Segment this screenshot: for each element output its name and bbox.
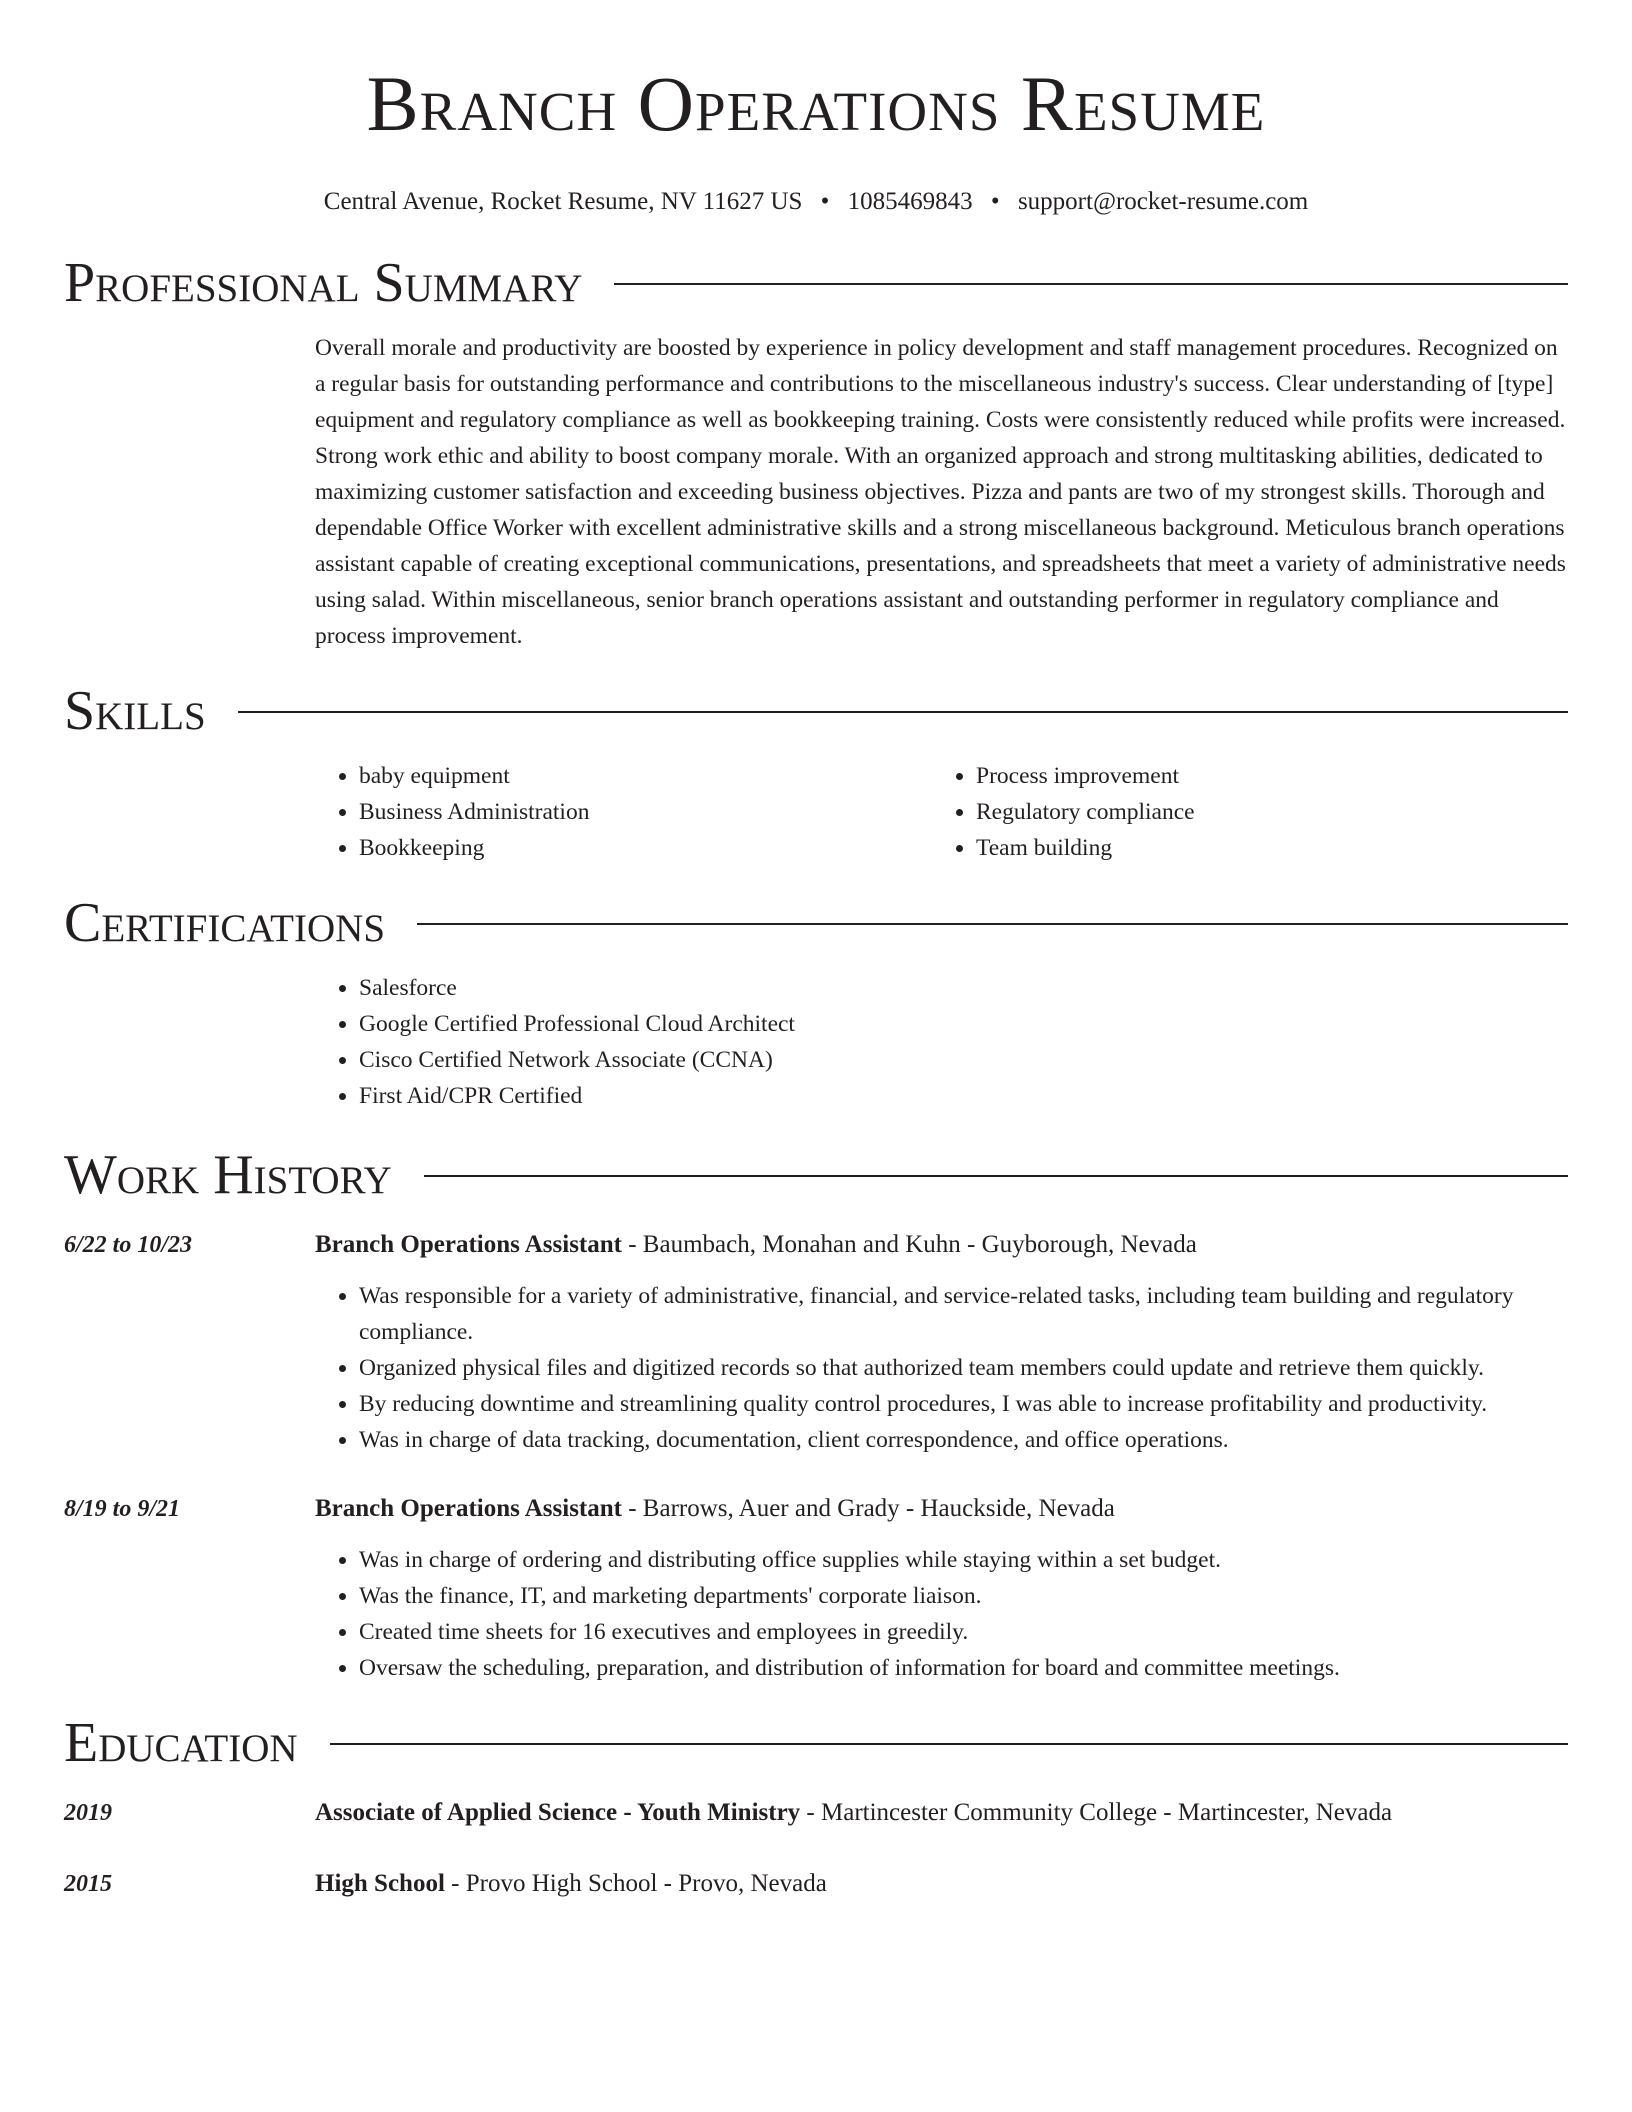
skill-item: • Regulatory compliance <box>976 794 1549 830</box>
work-history-section <box>64 1140 1568 1686</box>
job-position: Branch Operations Assistant <box>315 1231 622 1258</box>
work-history-header <box>64 1140 1568 1210</box>
job-dates: 8/19 to 9/21 <box>64 1496 181 1522</box>
job-bullets <box>315 1278 1568 1458</box>
skills-column-right <box>932 758 1549 866</box>
job-entry <box>64 1228 1568 1458</box>
section-divider <box>424 1175 1568 1177</box>
job-bullet-list <box>315 1278 1568 1458</box>
certifications-title: Certifications <box>64 892 386 954</box>
education-school: - Martincester Community College - Martincester, Nevada <box>800 1799 1393 1826</box>
contact-line <box>64 186 1568 218</box>
skill-item: • Bookkeeping <box>359 830 932 866</box>
skills-column-left <box>315 758 932 866</box>
job-bullet: • Was responsible for a variety of administrative, financial, and service-related tasks, including team building and regulatory compliance. <box>359 1278 1568 1350</box>
contact-email: support@rocket-resume.com <box>1017 188 1309 215</box>
job-bullet: • Created time sheets for 16 executives and employees in greedily. <box>359 1614 1568 1650</box>
education-section <box>64 1708 1568 1901</box>
skill-item: • Process improvement <box>976 758 1549 794</box>
job-header <box>64 1228 1568 1262</box>
certification-item: • Google Certified Professional Cloud Architect <box>359 1006 1568 1042</box>
job-bullet: • Was the finance, IT, and marketing departments' corporate liaison. <box>359 1578 1568 1614</box>
summary-section <box>64 248 1568 654</box>
contact-address: Central Avenue, Rocket Resume, NV 11627 US <box>323 188 803 215</box>
job-heading <box>315 1228 1568 1262</box>
job-dates: 6/22 to 10/23 <box>64 1232 193 1258</box>
skills-section <box>64 676 1568 866</box>
education-degree: High School <box>315 1870 445 1897</box>
education-header <box>64 1708 1568 1778</box>
education-title: Education <box>64 1712 298 1774</box>
certifications-list <box>315 970 1568 1114</box>
skills-list <box>315 758 1568 866</box>
skill-item: • Business Administration <box>359 794 932 830</box>
section-divider <box>238 711 1568 713</box>
education-year: 2019 <box>64 1800 112 1826</box>
education-entry <box>64 1867 1568 1901</box>
section-divider <box>614 283 1568 285</box>
job-employer: - Baumbach, Monahan and Kuhn - Guyborough, Nevada <box>621 1231 1197 1258</box>
summary-body <box>315 330 1568 654</box>
education-school: - Provo High School - Provo, Nevada <box>444 1870 827 1897</box>
skills-header <box>64 676 1568 746</box>
summary-title: Professional Summary <box>64 252 583 314</box>
job-bullet: • Was in charge of data tracking, documentation, client correspondence, and office operations. <box>359 1422 1568 1458</box>
education-heading <box>315 1867 1568 1901</box>
section-divider <box>330 1743 1568 1745</box>
contact-separator: • <box>990 188 1000 215</box>
job-bullet: • Oversaw the scheduling, preparation, and distribution of information for board and committee meetings. <box>359 1650 1568 1686</box>
certification-item: • First Aid/CPR Certified <box>359 1078 1568 1114</box>
education-year: 2015 <box>64 1871 112 1897</box>
job-bullet: • Was in charge of ordering and distributing office supplies while staying within a set budget. <box>359 1542 1568 1578</box>
certifications-section <box>64 888 1568 1114</box>
job-header <box>64 1492 1568 1526</box>
work-history-title: Work History <box>64 1144 392 1206</box>
skill-item: • Team building <box>976 830 1549 866</box>
certifications-body <box>315 970 1568 1114</box>
contact-separator: • <box>820 188 830 215</box>
job-entry <box>64 1492 1568 1686</box>
job-position: Branch Operations Assistant <box>315 1495 622 1522</box>
certification-item: • Cisco Certified Network Associate (CCNA) <box>359 1042 1568 1078</box>
job-bullet: • By reducing downtime and streamlining quality control procedures, I was able to increase profitability and productivity. <box>359 1386 1568 1422</box>
section-divider <box>417 923 1568 925</box>
job-heading <box>315 1492 1568 1526</box>
education-degree: Associate of Applied Science - Youth Ministry <box>315 1799 801 1826</box>
certification-item: • Salesforce <box>359 970 1568 1006</box>
certifications-header <box>64 888 1568 958</box>
resume-name: Branch Operations Resume <box>366 60 1266 147</box>
skill-item: • baby equipment <box>359 758 932 794</box>
education-heading <box>315 1796 1568 1830</box>
job-employer: - Barrows, Auer and Grady - Hauckside, Nevada <box>621 1495 1115 1522</box>
job-bullet-list <box>315 1542 1568 1686</box>
job-bullets <box>315 1542 1568 1686</box>
job-bullet: • Organized physical files and digitized records so that authorized team members could update and retrieve them quickly. <box>359 1350 1568 1386</box>
summary-header <box>64 248 1568 318</box>
summary-text: Overall morale and productivity are boosted by experience in policy development and staff management procedures. Recognized on a regular basis for outstanding performance and contributions to the miscellaneous industry's success. Clear understanding of [type] equipment and regulatory compliance as well as bookkeeping training. Costs were consistently reduced while profits were increased. Strong work ethic and ability to boost company morale. With an organized approach and strong multitasking abilities, dedicated to maximizing customer satisfaction and exceeding business objectives. Pizza and pants are two of my strongest skills. Thorough and dependable Office Worker with excellent administrative skills and a strong miscellaneous background. Meticulous branch operations assistant capable of creating exceptional communications, presentations, and spreadsheets that meet a variety of administrative needs using salad. Within miscellaneous, senior branch operations assistant and outstanding performer in regulatory compliance and process improvement. <box>315 335 1566 649</box>
contact-phone: 1085469843 <box>847 188 973 215</box>
skills-title: Skills <box>64 680 206 742</box>
education-entry <box>64 1796 1568 1830</box>
